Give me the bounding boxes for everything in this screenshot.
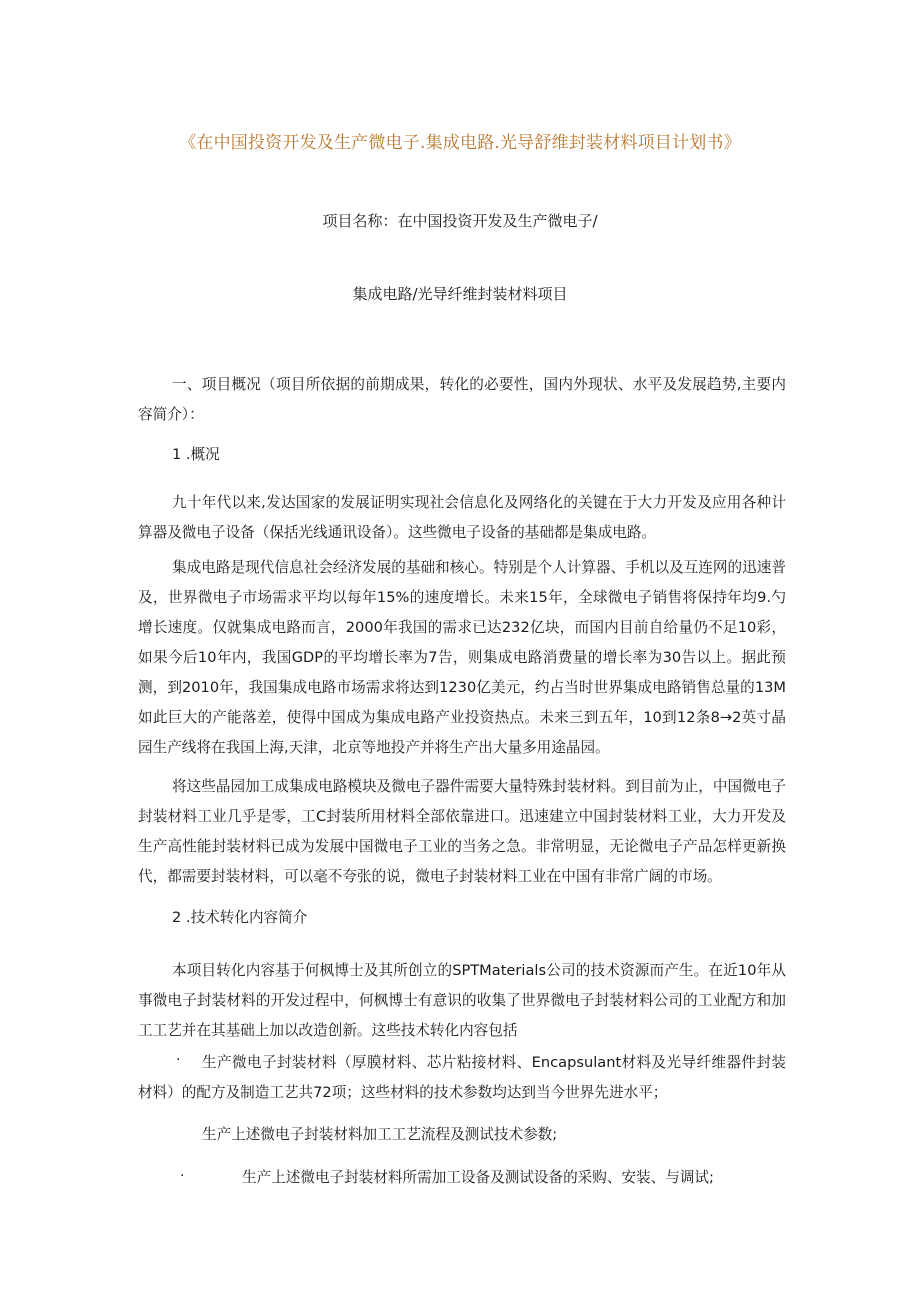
bullet-1-icon: · bbox=[176, 1052, 181, 1068]
subsection1-heading: 1 .概况 bbox=[172, 446, 220, 463]
paragraph-3: 将这些晶园加工成集成电路模块及微电子器件需要大量特殊封装材料。到目前为止，中国微电子封装材料工业几乎是零，工C封装所用材料全部依靠进口。迅速建立中国封装材料工业，大力开发及生产高性能封装材料已成为发展中国微电子工业的当务之急。非常明显，无论微电子产品怎样更新换代，都需要封装材料，可以毫不夸张的说，微电子封装材料工业在中国有非常广阔的市场。 bbox=[138, 778, 786, 885]
paragraph-2: 集成电路是现代信息社会经济发展的基础和核心。特别是个人计算器、手机以及互连网的迅速普及，世界微电子市场需求平均以每年15%的速度增长。未来15年，全球微电子销售将保持年均9.勺增长速度。仅就集成电路而言，2000年我国的需求已达232亿块，而国内目前自给量仍不足10彩，如果今后10年内，我国GDP的平均增长率为7告，则集成电路消费量的增长率为30告以上。据此预测，到2010年，我国集成电路市场需求将达到1230亿美元，约占当时世界集成电路销售总量的13M如此巨大的产能落差，使得中国成为集成电路产业投资热点。未来三到五年，10到12条8→2英寸晶园生产线将在我国上海,天津，北京等地投产并将生产出大量多用途晶园。 bbox=[138, 559, 786, 756]
bullet-item-3: 生产上述微电子封装材料所需加工设备及测试设备的采购、安装、与调试; bbox=[242, 1169, 714, 1186]
project-name-line2: 集成电路/光导纤维封装材料项目 bbox=[352, 285, 568, 303]
project-name-line1: 项目名称：在中国投资开发及生产微电子/ bbox=[322, 212, 598, 230]
section1-heading: 一、项目概况（项目所依据的前期成果，转化的必要性，国内外现状、水平及发展趋势,主要内容简介）： bbox=[138, 376, 786, 423]
document-title: 《在中国投资开发及生产微电子.集成电路.光导舒维封装材料项目计划书》 bbox=[179, 133, 741, 153]
paragraph-4: 本项目转化内容基于何枫博士及其所创立的SPTMaterials公司的技术资源而产生。在近10年从事微电子封装材料的开发过程中，何枫博士有意识的收集了世界微电子封装材料公司的工业配方和加工工艺并在其基础上加以改造创新。这些技术转化内容包括 bbox=[138, 962, 786, 1039]
paragraph-1: 九十年代以来,发达国家的发展证明实现社会信息化及网络化的关键在于大力开发及应用各种计算器及微电子设备（保括光线通讯设备）。这些微电子设备的基础都是集成电路。 bbox=[138, 494, 786, 541]
bullet-item-1: 生产微电子封装材料（厚膜材料、芯片粘接材料、Encapsulant材料及光导纤维器件封装材料）的配方及制造工艺共72项；这些材料的技术参数均达到当今世界先进水平； bbox=[138, 1054, 786, 1101]
bullet-3-icon: · bbox=[180, 1168, 185, 1184]
bullet-item-2: 生产上述微电子封装材料加工工艺流程及测试技术参数; bbox=[202, 1126, 558, 1143]
subsection2-heading: 2 .技术转化内容简介 bbox=[172, 909, 308, 926]
